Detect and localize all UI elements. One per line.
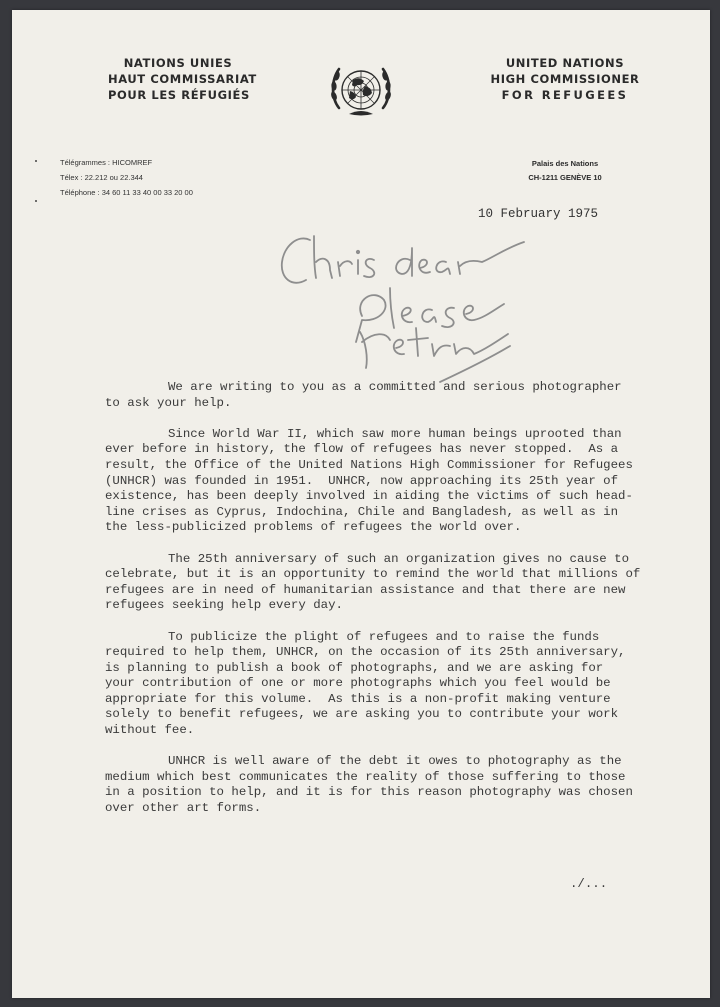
paragraph-line: is planning to publish a book of photographs, and we are asking for <box>105 660 604 675</box>
paragraph-line: refugees are in need of humanitarian assistance and that there are new <box>105 582 626 597</box>
paragraph-line: medium which best communicates the reality of those suffering to those <box>105 769 626 784</box>
paragraph-line: appropriate for this volume. As this is a non-profit making venture <box>105 691 611 706</box>
paragraph-line: over other art forms. <box>105 801 262 816</box>
letterhead-french-line: HAUT COMMISSARIAT <box>108 72 257 86</box>
paragraph-line: (UNHCR) was founded in 1951. UNHCR, now approaching its 25th year of <box>105 473 619 488</box>
handwriting-return <box>360 332 390 368</box>
paragraph-line: required to help them, UNHCR, on the occasion of its 25th anniversary, <box>105 645 626 660</box>
handwriting-dear <box>396 248 412 276</box>
address-line: Palais des Nations <box>531 159 599 168</box>
paragraph <box>105 630 625 739</box>
letterhead-english-line: HIGH COMMISSIONER <box>490 72 640 86</box>
paragraph-line: in a position to help, and it is for this reason photography was chosen <box>105 785 633 800</box>
continuation-mark: ./... <box>570 877 608 891</box>
office-address <box>490 157 640 185</box>
paragraph-line: solely to benefit refugees, we are asking you to contribute your work <box>105 707 619 722</box>
address-line: CH-1211 GENÈVE 10 <box>528 173 602 182</box>
paragraph-line: celebrate, but it is an opportunity to remind the world that millions of <box>105 567 641 582</box>
letterhead-french-line: NATIONS UNIES <box>123 56 233 70</box>
paragraph-line: UNHCR is well aware of the debt it owes to photography as the <box>168 754 622 769</box>
paragraph <box>105 426 633 536</box>
paragraph <box>105 754 633 816</box>
paragraph-line: line crises as Cyprus, Indochina, Chile and Bangladesh, as well as in <box>105 504 619 519</box>
handwriting-chris <box>282 238 310 282</box>
letterhead-english <box>490 55 640 103</box>
paragraph-line: We are writing to you as a committed and serious photographer <box>168 380 622 394</box>
paragraph-line: to ask your help. <box>105 395 232 410</box>
paragraph-line: The 25th anniversary of such an organization gives no cause to <box>168 551 630 566</box>
un-emblem-icon <box>325 56 397 128</box>
telephone-line: Téléphone : 34 60 11 33 40 00 33 20 00 <box>60 188 193 197</box>
letterhead-french-line: POUR LES RÉFUGIÉS <box>108 88 250 102</box>
paragraph-line: result, the Office of the United Nations High Commissioner for Refugees <box>105 457 633 472</box>
paragraph-line: To publicize the plight of refugees and to raise the funds <box>168 629 600 644</box>
paragraph-line: existence, has been deeply involved in aiding the victims of such head- <box>105 489 633 504</box>
letter-page <box>12 10 710 998</box>
contact-details <box>60 155 193 200</box>
paragraph-line: your contribution of one or more photographs which you feel would be <box>105 676 611 691</box>
paragraph <box>105 380 625 411</box>
paragraph-line: the less-publicized problems of refugees the world over. <box>105 520 522 535</box>
paragraph <box>105 551 641 614</box>
punch-mark <box>35 200 37 202</box>
letterhead-english-line: UNITED NATIONS <box>505 56 625 70</box>
paragraph-line: ever before in history, the flow of refugees has never stopped. As a <box>105 442 619 457</box>
paragraph-line: without fee. <box>105 723 195 738</box>
letter-date: 10 February 1975 <box>478 207 599 221</box>
telegrams-line: Télégrammes : HICOMREF <box>60 158 153 167</box>
paragraph-line: Since World War II, which saw more human beings uprooted than <box>168 426 622 441</box>
telex-line: Télex : 22.212 ou 22.344 <box>60 173 143 182</box>
letterhead-french <box>108 55 257 103</box>
letter-body <box>105 380 641 832</box>
punch-mark <box>35 160 37 162</box>
letterhead-english-line: FOR REFUGEES <box>501 88 629 102</box>
handwritten-note <box>270 218 540 388</box>
paragraph-line: refugees seeking help every day. <box>105 598 343 613</box>
